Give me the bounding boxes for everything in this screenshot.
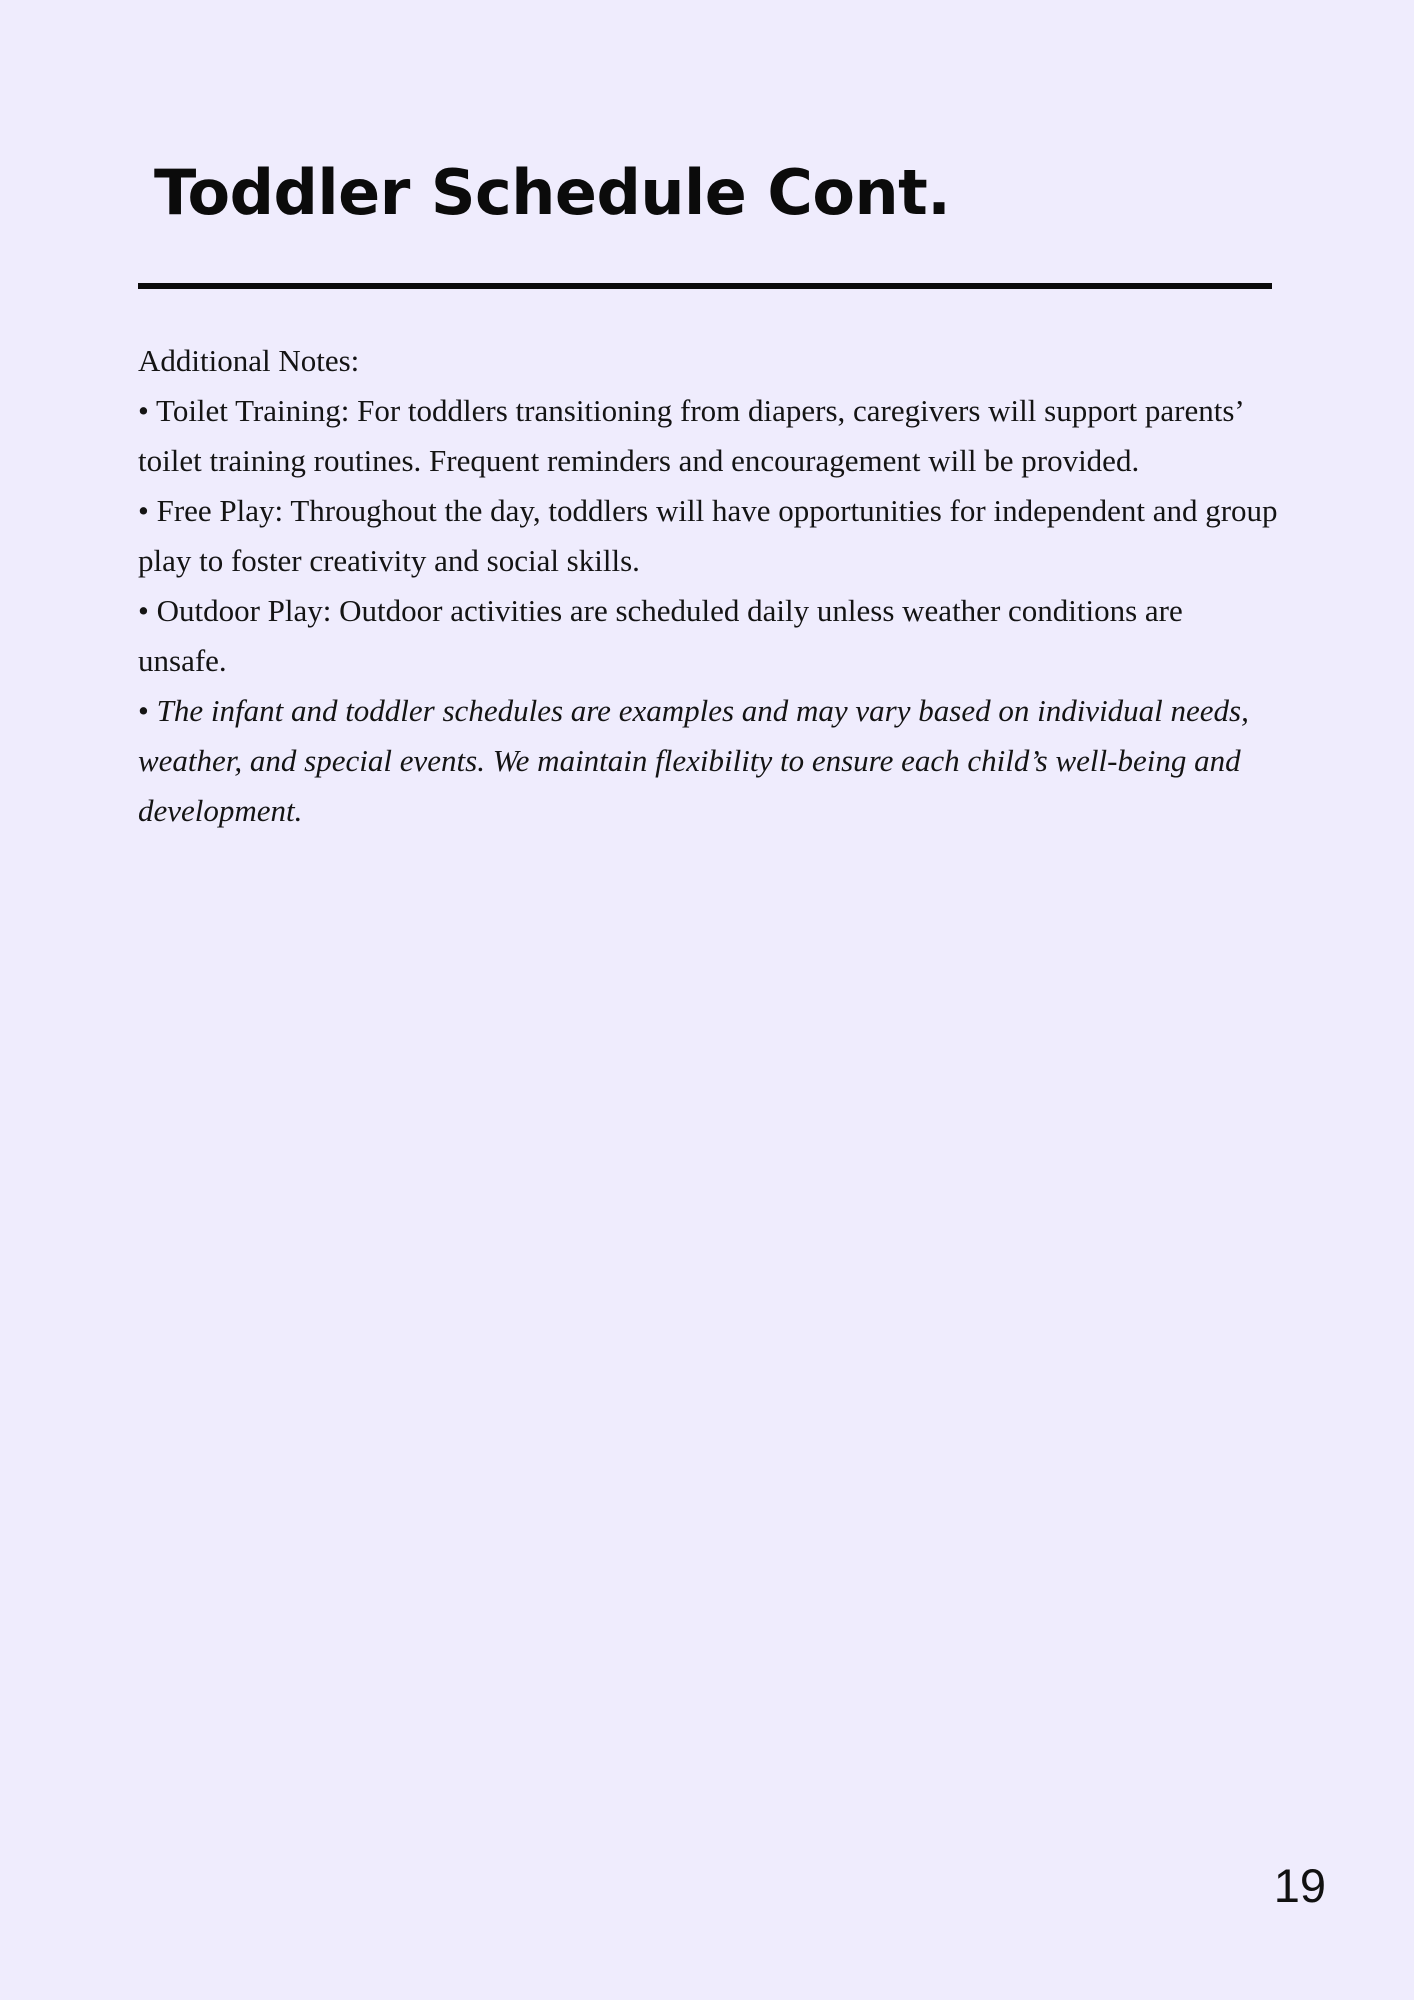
notes-heading: Additional Notes: xyxy=(138,343,360,378)
note-toilet-training: • Toilet Training: For toddlers transitioning from diapers, caregivers will support parents’ toilet training routines. Frequent reminders and encouragement will be provided. xyxy=(138,393,1243,478)
additional-notes-section xyxy=(138,336,1278,836)
page-title: Toddler Schedule Cont. xyxy=(154,156,951,229)
page-number: 19 xyxy=(1273,1859,1326,1912)
note-disclaimer xyxy=(138,686,1278,836)
note-free-play: • Free Play: Throughout the day, toddlers will have opportunities for independent and group play to foster creativity and social skills. xyxy=(138,493,1278,578)
disclaimer-text: The infant and toddler schedules are examples and may vary based on individual needs, weather, and special events. We maintain flexibility to ensure each child’s well-being and development. xyxy=(138,693,1249,828)
disclaimer-bullet: • xyxy=(138,693,157,728)
note-outdoor-play: • Outdoor Play: Outdoor activities are scheduled daily unless weather conditions are unsafe. xyxy=(138,593,1183,678)
title-divider xyxy=(138,283,1272,289)
